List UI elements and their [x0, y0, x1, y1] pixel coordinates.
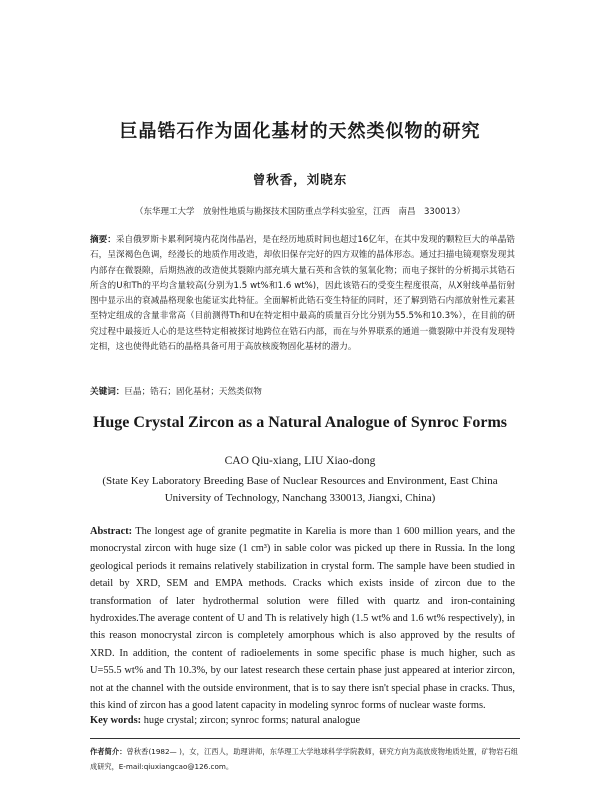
chinese-affiliation: （东华理工大学 放射性地质与勘探技术国防重点学科实验室，江西 南昌 330013） — [135, 207, 465, 217]
english-title: Huge Crystal Zircon as a Natural Analogue of Synroc Forms — [92, 414, 508, 431]
footnote-text: 曾秋香(1982— )，女，江西人，助理讲师，东华理工大学地球科学学院教师，研究方向为高放废物地质处置，矿物岩石组成研究，E-mail:qiuxiangcao@126.com。 — [90, 747, 518, 771]
chinese-keywords — [90, 385, 515, 397]
english-abstract — [90, 523, 515, 714]
english-keywords-label: Key words: — [90, 715, 142, 726]
english-affiliation — [0, 473, 600, 507]
english-keywords — [90, 715, 515, 726]
chinese-title: 巨晶锆石作为固化基材的天然类似物的研究 — [119, 121, 481, 142]
chinese-authors: 曾秋香，刘晓东 — [252, 172, 348, 187]
footnote-divider — [90, 738, 520, 739]
chinese-abstract-text: 采自俄罗斯卡累利阿境内花岗伟晶岩，是在经历地质时间也超过16亿年，在其中发现的颗粒巨大的单晶锆石，呈深褐色色调，经漫长的地质作用改造，却依旧保存完好的四方双锥的晶体形态。通过扫描电镜观察发现其内部存在微裂隙，后期热液的改造使其裂隙内部充填大量石英和含铁的氢氧化物；而电子探针的分析揭示其锆石所含的U和Th的平均含量较高(分别为1.5 wt%和1.6 wt%)，因此该锆石的受变生程度很高，从X射线单晶衍射图中显示出的衰减晶格现象也能证实此特征。全面解析此锆石变生特征的同时，还了解到锆石内部放射性元素甚至特定组成的含量非常高（目前测得Th和U在特定相中最高的质量百分比分别为55.5%和10.3%），在目前的研究过程中最接近人心的是这些特定相被探讨地跨位在锆石内部，而在与外界联系的通道一微裂隙中并没有发现特定相，这也使得此锆石的晶格具备可用于高放核废物固化基材的潜力。 — [90, 235, 515, 353]
english-keywords-text: huge crystal; zircon; synroc forms; natural analogue — [143, 715, 361, 726]
chinese-keywords-text: 巨晶；锆石；固化基材；天然类似物 — [124, 387, 262, 397]
footnote-label: 作者简介： — [90, 747, 127, 756]
english-affiliation-line-1: (State Key Laboratory Breeding Base of Nuclear Resources and Environment, East China — [102, 475, 498, 487]
english-abstract-text: The longest age of granite pegmatite in Karelia is more than 1 600 million years, and the monocrystal zircon with huge size (1 cm³) in sable color was picked up there in Russia. In the long geological periods it remains relatively stabilization in crystal form. The sample have been studied in detail by XRD, SEM and EMPA methods. Cracks which exists inside of zircon due to the transformation of later hydrothermal solution were filled with quartz and iron-containing hydroxides.The average content of U and Th is relatively high (1.5 wt% and 1.6 wt% respectively), in this reason monocrystal zircon is completely amorphous which is also approved by the results of XRD. In addition, the content of radioelements in some specific phase is much higher, such as U=55.5 wt% and Th 10.3%, by our latest research these certain phase just appeared at interior zircon, not at the channel with the outside environment, that is to say there isn't special phase in cracks. Thus, this kind of zircon has a good latent capacity in modeling synroc forms of nuclear waste forms. — [90, 526, 515, 712]
chinese-abstract-label: 摘要： — [90, 235, 116, 245]
chinese-abstract — [90, 233, 515, 355]
author-footnote — [90, 744, 518, 774]
english-abstract-label: Abstract: — [90, 526, 133, 537]
chinese-keywords-label: 关键词： — [90, 387, 125, 397]
english-authors: CAO Qiu-xiang, LIU Xiao-dong — [224, 455, 376, 467]
english-affiliation-line-2: University of Technology, Nanchang 330013, Jiangxi, China) — [164, 492, 436, 504]
